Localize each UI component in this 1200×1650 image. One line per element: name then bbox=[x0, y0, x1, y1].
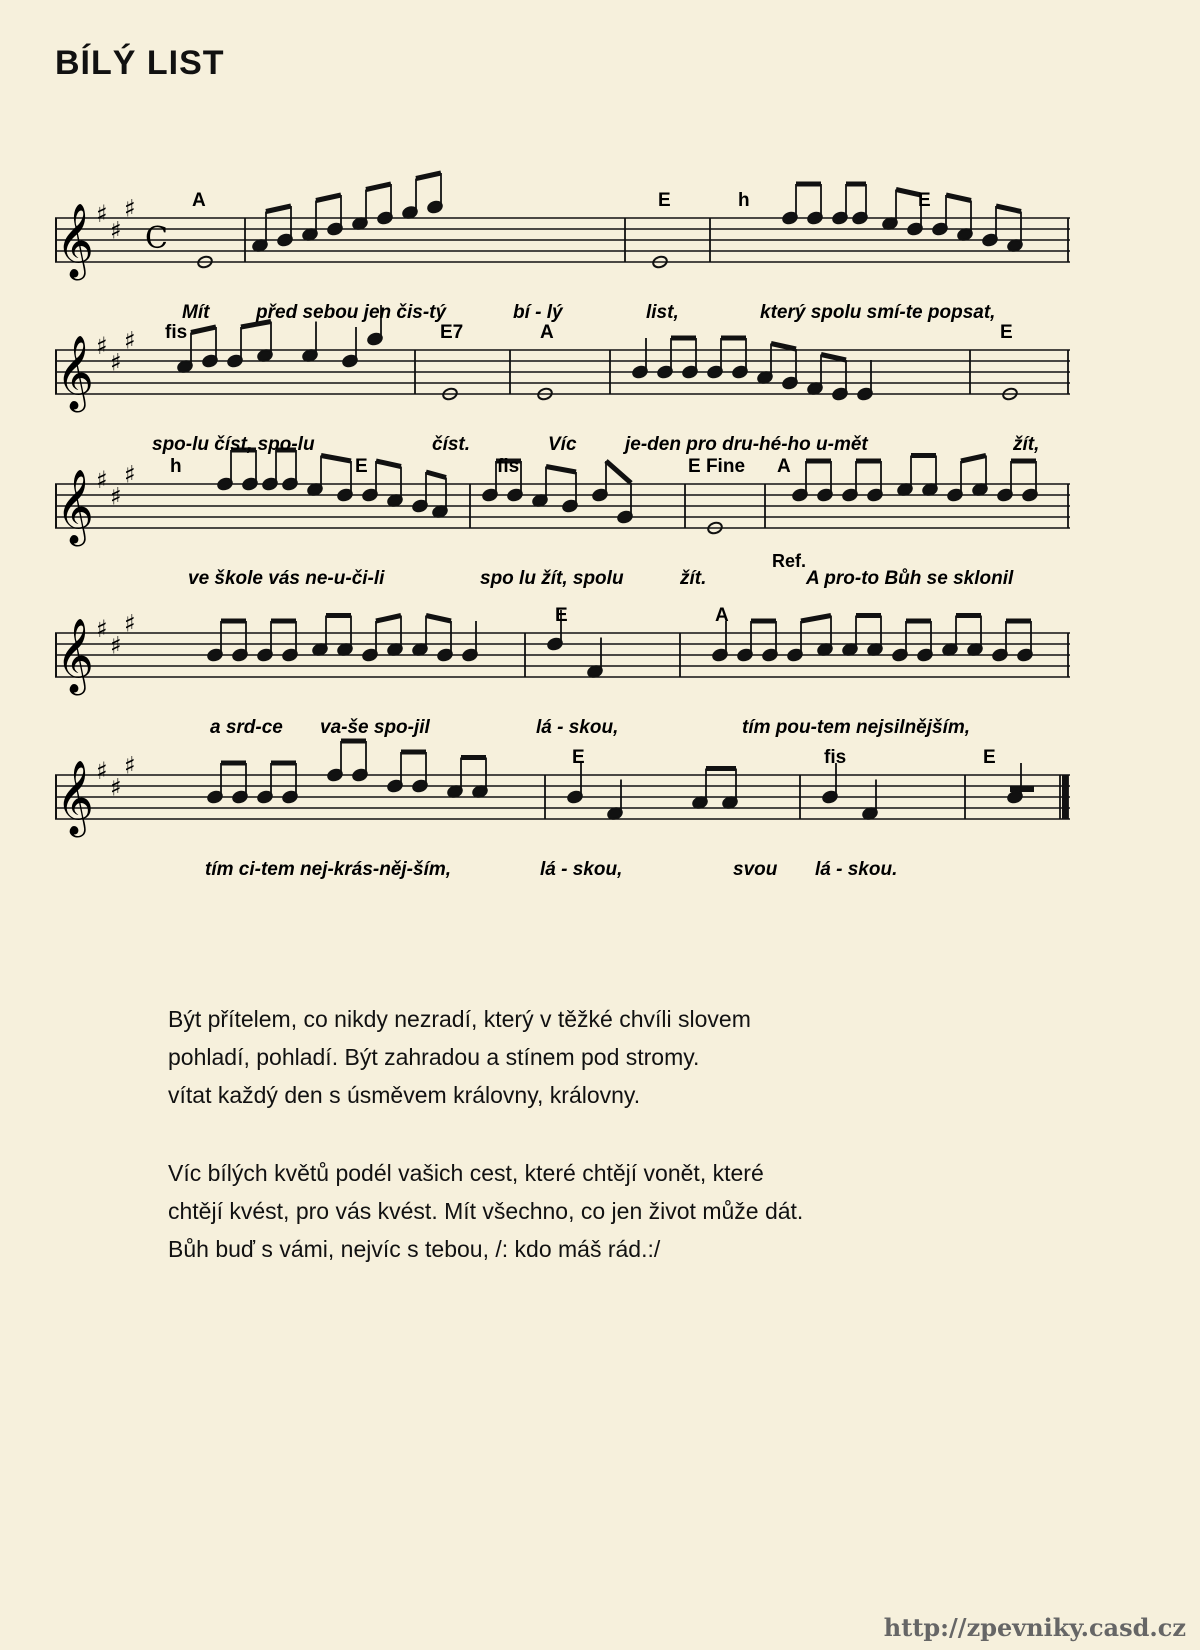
lyric-syllables: Mít bbox=[182, 302, 210, 323]
song-title: BÍLÝ LIST bbox=[55, 44, 225, 82]
chord-symbol: A bbox=[715, 605, 729, 626]
lyric-syllables: svou bbox=[733, 859, 778, 880]
lyric-syllables: list, bbox=[646, 302, 679, 323]
lyric-syllables: lá - skou, bbox=[540, 859, 623, 880]
lyric-syllables: bí - lý bbox=[513, 302, 563, 323]
lyric-syllables: lá - skou. bbox=[815, 859, 898, 880]
treble-clef-icon: 𝄞 bbox=[56, 619, 94, 693]
lyric-syllables: žít. bbox=[680, 568, 707, 589]
treble-clef-icon: 𝄞 bbox=[56, 336, 94, 410]
beam bbox=[316, 195, 341, 201]
verse-line: vítat každý den s úsměvem královny, královny. bbox=[168, 1082, 641, 1108]
beam bbox=[426, 472, 446, 478]
lyric-syllables: a srd-ce bbox=[210, 717, 283, 738]
lyric-syllables: ve škole vás ne-u-či-li bbox=[188, 568, 385, 589]
staff-system bbox=[55, 461, 1070, 548]
beam bbox=[961, 456, 986, 462]
beam bbox=[376, 616, 401, 622]
refrain-mark: Ref. bbox=[772, 551, 807, 571]
chord-symbol: fis bbox=[497, 456, 520, 477]
sharp-icon: ♯ bbox=[110, 631, 122, 660]
score-texts bbox=[152, 190, 1039, 880]
sharp-icon: ♯ bbox=[110, 348, 122, 377]
treble-clef-icon: 𝄞 bbox=[56, 761, 94, 835]
chord-symbol: A bbox=[777, 456, 791, 477]
verse-line: Být přítelem, co nikdy nezradí, který v těžké chvíli slovem bbox=[168, 1006, 751, 1032]
sharp-icon: ♯ bbox=[124, 609, 136, 638]
beam bbox=[191, 327, 216, 333]
chord-symbol: h bbox=[170, 456, 182, 477]
sharp-icon: ♯ bbox=[110, 482, 122, 511]
staves bbox=[55, 195, 1070, 839]
beam bbox=[801, 616, 831, 622]
whole-rest bbox=[1010, 786, 1034, 792]
beam bbox=[321, 456, 351, 462]
lyric-syllables: tím pou-tem nejsilnějším, bbox=[742, 717, 971, 738]
lyric-syllables: spo-lu číst, spo-lu bbox=[152, 434, 315, 455]
chord-symbol: E7 bbox=[440, 322, 464, 343]
lyric-syllables: lá - skou, bbox=[536, 717, 619, 738]
beam bbox=[366, 184, 391, 190]
chord-symbol: A bbox=[540, 322, 554, 343]
chord-symbol: fis bbox=[165, 322, 188, 343]
beam bbox=[266, 206, 291, 212]
chord-symbol: E bbox=[355, 456, 368, 477]
sharp-icon: ♯ bbox=[124, 751, 136, 780]
lyric-syllables: spo lu žít, spolu bbox=[480, 568, 624, 589]
lyric-syllables: tím ci-tem nej-krás-něj-ším, bbox=[205, 859, 452, 880]
lyric-syllables: před sebou jen čis-tý bbox=[256, 302, 447, 323]
treble-clef-icon: 𝄞 bbox=[56, 470, 94, 544]
sharp-icon: ♯ bbox=[124, 326, 136, 355]
source-url[interactable]: http://zpevniky.casd.cz bbox=[883, 1613, 1186, 1642]
lyric-syllables: který spolu smí-te popsat, bbox=[760, 302, 996, 323]
chord-symbol: E bbox=[983, 747, 996, 768]
beam bbox=[606, 461, 631, 483]
sharp-icon: ♯ bbox=[96, 757, 108, 785]
chord-symbol: E Fine bbox=[688, 456, 746, 477]
chord-symbol: E bbox=[918, 190, 931, 211]
chord-symbol: fis bbox=[824, 747, 847, 768]
staff-system bbox=[55, 327, 1070, 414]
beam bbox=[376, 461, 401, 467]
chord-symbol: E bbox=[1000, 322, 1013, 343]
verse-line: Bůh buď s vámi, nejvíc s tebou, /: kdo máš rád.:/ bbox=[168, 1236, 661, 1262]
beam bbox=[996, 206, 1021, 212]
verse-line: Víc bílých květů podél vašich cest, které chtějí vonět, které bbox=[168, 1160, 764, 1186]
beam bbox=[416, 173, 441, 179]
beam bbox=[546, 467, 576, 473]
sharp-icon: ♯ bbox=[110, 773, 122, 802]
beam bbox=[426, 616, 451, 622]
chord-symbol: E bbox=[658, 190, 671, 211]
lyric-syllables: je-den pro dru-hé-ho u-mět bbox=[625, 434, 868, 455]
lyric-syllables: číst. bbox=[432, 434, 471, 455]
chord-symbol: h bbox=[738, 190, 750, 211]
lyric-syllables: Víc bbox=[548, 434, 577, 455]
verse-line: chtějí kvést, pro vás kvést. Mít všechno, co jen život může dát. bbox=[168, 1198, 804, 1224]
chord-symbol: E bbox=[572, 747, 585, 768]
verse-1 bbox=[168, 1000, 1068, 1114]
staff-system bbox=[55, 752, 1070, 839]
verse-line: pohladí, pohladí. Být zahradou a stínem pod stromy. bbox=[168, 1044, 700, 1070]
beam bbox=[821, 355, 846, 361]
time-signature: C bbox=[145, 221, 168, 256]
final-barline bbox=[1062, 775, 1068, 819]
beam bbox=[771, 344, 796, 350]
lyric-syllables: žít, bbox=[1013, 434, 1040, 455]
sharp-icon: ♯ bbox=[124, 460, 136, 489]
sharp-icon: ♯ bbox=[96, 466, 108, 494]
sharp-icon: ♯ bbox=[110, 216, 122, 245]
sharp-icon: ♯ bbox=[96, 615, 108, 643]
lyric-syllables: A pro-to Bůh se sklonil bbox=[806, 568, 1014, 589]
verse-2 bbox=[168, 1154, 1068, 1268]
sharp-icon: ♯ bbox=[96, 332, 108, 360]
treble-clef-icon: 𝄞 bbox=[56, 204, 94, 278]
chord-symbol: A bbox=[192, 190, 206, 211]
chord-symbol: E bbox=[555, 605, 568, 626]
lyric-syllables: va-še spo-jil bbox=[320, 717, 430, 738]
sharp-icon: ♯ bbox=[124, 194, 136, 223]
sharp-icon: ♯ bbox=[96, 200, 108, 228]
beam bbox=[946, 195, 971, 201]
